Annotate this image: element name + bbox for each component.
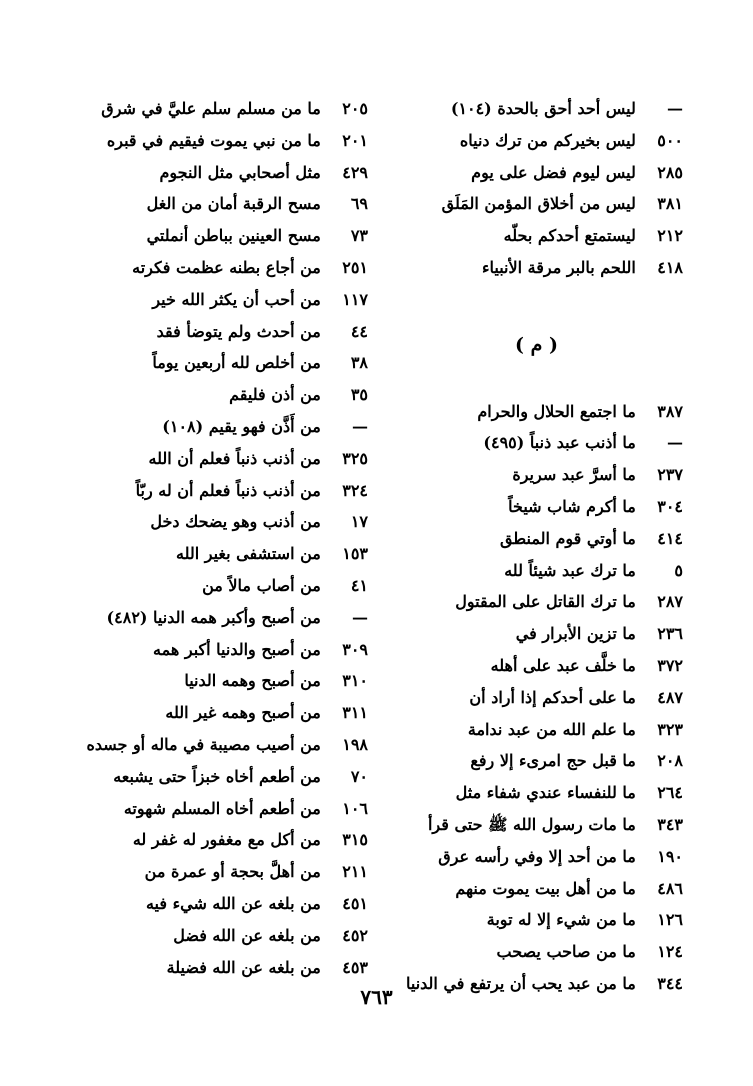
entry-page-number: ١٠٦ xyxy=(342,798,368,818)
entry-text: من أكل مع مغفور له غفر له xyxy=(132,830,321,850)
entry-text: من أطعم أخاه المسلم شهوته xyxy=(123,798,321,818)
index-entry xyxy=(373,841,683,873)
entry-text: من أذنب وهو يضحك دخل xyxy=(150,512,321,532)
index-entry xyxy=(373,157,683,189)
entry-page-number: ٤٨٧ xyxy=(657,687,683,707)
index-entry xyxy=(68,793,368,825)
index-entry xyxy=(68,252,368,284)
index-entry xyxy=(373,809,683,841)
index-entry xyxy=(68,952,368,984)
index-entry xyxy=(68,379,368,411)
entry-page-number: — xyxy=(352,416,368,436)
index-entry xyxy=(373,220,683,252)
index-entry xyxy=(68,316,368,348)
entry-text: من أحدث ولم يتوضأ فقد xyxy=(156,321,321,341)
entry-page-number: ٣٠٤ xyxy=(657,496,683,516)
entry-page-number: ٢١٢ xyxy=(657,226,683,246)
index-entry xyxy=(68,411,368,443)
index-entry xyxy=(68,761,368,793)
entry-page-number: ٣٤٣ xyxy=(657,814,683,834)
index-entry xyxy=(68,347,368,379)
index-entry xyxy=(373,586,683,618)
entry-text: مسح العينين بباطن أنملتي xyxy=(146,226,321,246)
entry-page-number: — xyxy=(667,99,683,118)
entry-text: ما خلَّف عبد على أهله xyxy=(490,655,636,675)
entry-text: ما أكرم شاب شيخاً xyxy=(508,496,636,516)
index-entry xyxy=(373,745,683,777)
entry-text: من أطعم أخاه خبزاً حتى يشبعه xyxy=(113,766,321,786)
index-entry xyxy=(373,618,683,650)
index-entry xyxy=(68,570,368,602)
entry-page-number: ٦٩ xyxy=(350,194,368,214)
index-entry xyxy=(373,873,683,905)
entry-page-number: ٣٨٧ xyxy=(657,401,683,421)
entry-text: من أذنب ذنباً فعلم أن له ربّاً xyxy=(135,480,321,500)
index-entry xyxy=(68,188,368,220)
index-entry xyxy=(68,475,368,507)
index-entry xyxy=(373,936,683,968)
entry-text: ما من أهل بيت يموت منهم xyxy=(455,878,636,898)
entry-text: من أصبح وهمه الدنيا xyxy=(184,671,321,691)
index-entry xyxy=(373,252,683,284)
index-entry xyxy=(373,459,683,491)
entry-page-number: ٣١١ xyxy=(342,703,368,723)
entry-page-number: ٣٢٤ xyxy=(342,480,368,500)
section-lam-entries xyxy=(373,93,683,284)
entry-page-number: ٤٥٢ xyxy=(342,925,368,945)
entry-text: ما أذنب عبد ذنباً (٤٩٥) xyxy=(483,433,636,453)
entry-page-number: ٣٢٥ xyxy=(342,448,368,468)
entry-page-number: ٢٥١ xyxy=(342,257,368,277)
index-entry xyxy=(68,697,368,729)
index-entry xyxy=(373,491,683,523)
index-entry xyxy=(68,125,368,157)
entry-text: من أصبح وهمه غير الله xyxy=(165,703,321,723)
entry-text: ما من نبي يموت فيقيم في قبره xyxy=(106,130,321,150)
entry-page-number: — xyxy=(352,607,368,627)
entry-page-number: ٤١٤ xyxy=(657,528,683,548)
left-column xyxy=(68,93,368,983)
entry-page-number: ٣٥ xyxy=(350,385,368,405)
entry-page-number: ١١٧ xyxy=(342,289,368,309)
entry-page-number: ٤٢٩ xyxy=(342,162,368,182)
entry-page-number: ١٩٨ xyxy=(342,734,368,754)
entry-text: ما ترك القاتل على المقتول xyxy=(455,592,636,612)
entry-text: ما قبل حج امرىء إلا رفع xyxy=(470,751,636,771)
entry-text: ما من أحد إلا وفي رأسه عرق xyxy=(438,846,636,866)
entry-text: ليس ليوم فضل على يوم xyxy=(471,162,636,182)
index-entry xyxy=(373,427,683,459)
index-entry xyxy=(68,920,368,952)
entry-text: ما أوتي قوم المنطق xyxy=(500,528,636,548)
entry-page-number: ٤١ xyxy=(350,575,368,595)
entry-text: ما من صاحب يصحب xyxy=(496,942,636,962)
page-number: ٧٦٣ xyxy=(360,985,393,1009)
entry-text: من أجاع بطنه عظمت فكرته xyxy=(132,257,321,277)
entry-text: من أذن فليقم xyxy=(229,385,321,405)
entry-page-number: ٧٣ xyxy=(350,226,368,246)
index-entry xyxy=(68,443,368,475)
index-entry xyxy=(373,777,683,809)
entry-page-number: ٢٠٥ xyxy=(342,99,368,118)
index-entry xyxy=(68,824,368,856)
entry-page-number: ٤٤ xyxy=(350,321,368,341)
index-entry xyxy=(373,682,683,714)
entry-page-number: ٢٨٥ xyxy=(657,162,683,182)
index-entry xyxy=(68,888,368,920)
index-entry xyxy=(68,93,368,125)
index-entry xyxy=(68,538,368,570)
entry-page-number: ٣١٠ xyxy=(342,671,368,691)
index-entry xyxy=(68,634,368,666)
index-entry xyxy=(373,188,683,220)
entry-page-number: ١٧ xyxy=(350,512,368,532)
entry-page-number: ٢٠١ xyxy=(342,130,368,150)
letter-heading-mim: ( م ) xyxy=(515,333,558,356)
entry-text: مسح الرقبة أمان من الغل xyxy=(146,194,321,214)
index-entry xyxy=(373,714,683,746)
entry-page-number: ٤٥٣ xyxy=(342,957,368,977)
section-mim-entries xyxy=(373,396,683,1000)
index-entry xyxy=(373,396,683,428)
entry-text: ليس من أخلاق المؤمن المَلَق xyxy=(441,194,636,214)
entry-page-number: ٥ xyxy=(674,560,683,580)
spacer xyxy=(373,284,683,316)
entry-text: ما للنفساء عندي شفاء مثل xyxy=(455,783,636,803)
entry-text: ما من مسلم سلم عليَّ في شرق xyxy=(101,99,321,118)
entry-text: من أَذَّن فهو يقيم (١٠٨) xyxy=(162,416,321,436)
index-entry xyxy=(373,125,683,157)
entry-text: من أصاب مالاً من xyxy=(202,575,321,595)
index-entry xyxy=(68,284,368,316)
entry-page-number: ٣١٥ xyxy=(342,830,368,850)
index-entry xyxy=(373,650,683,682)
entry-page-number: ٣٤٤ xyxy=(657,973,683,993)
entry-page-number: ٤٥١ xyxy=(342,893,368,913)
index-entry xyxy=(68,602,368,634)
entry-page-number: ٧٠ xyxy=(350,766,368,786)
entry-page-number: ٤١٨ xyxy=(657,257,683,277)
entry-page-number: ٢٣٦ xyxy=(657,624,683,644)
index-entry xyxy=(373,523,683,555)
entry-text: من أصبح وأكبر همه الدنيا (٤٨٢) xyxy=(106,607,321,627)
entry-text: من أهلَّ بحجة أو عمرة من xyxy=(144,862,321,882)
entry-text: من أصبح والدنيا أكبر همه xyxy=(153,639,321,659)
index-entry xyxy=(68,665,368,697)
entry-page-number: ٢١١ xyxy=(342,862,368,882)
entry-text: ما ترك عبد شيئاً لله xyxy=(504,560,636,580)
entry-page-number: ٣٧٢ xyxy=(657,655,683,675)
entry-page-number: ٣٢٣ xyxy=(657,719,683,739)
entry-text: ما علم الله من عبد ندامة xyxy=(467,719,636,739)
entry-page-number: ١٥٣ xyxy=(342,544,368,564)
right-column xyxy=(373,93,683,1000)
entry-page-number: ٢٣٧ xyxy=(657,465,683,485)
entry-text: من بلغه عن الله فضل xyxy=(173,925,321,945)
entry-text: اللحم بالبر مرقة الأنبياء xyxy=(481,257,636,277)
entry-page-number: ٣٠٩ xyxy=(342,639,368,659)
entry-page-number: ٢٠٨ xyxy=(657,751,683,771)
index-entry xyxy=(373,904,683,936)
entry-text: من أحب أن يكثر الله خير xyxy=(152,289,321,309)
entry-text: من أذنب ذنباً فعلم أن الله xyxy=(148,448,321,468)
entry-text: ليستمتع أحدكم بحلّه xyxy=(503,226,636,246)
spacer xyxy=(373,374,683,396)
entry-text: ليس بخيركم من ترك دنياه xyxy=(459,130,636,150)
entry-text: ما مات رسول الله ﷺ حتى قرأ xyxy=(427,814,636,834)
entry-text: ما على أحدكم إذا أراد أن xyxy=(469,687,636,707)
index-entry xyxy=(373,555,683,587)
entry-text: من بلغه عن الله شيء فيه xyxy=(145,893,321,913)
entry-text: من بلغه عن الله فضيلة xyxy=(166,957,321,977)
index-entry xyxy=(68,856,368,888)
entry-page-number: ٥٠٠ xyxy=(657,130,683,150)
entry-page-number: ٢٨٧ xyxy=(657,592,683,612)
index-entry xyxy=(68,157,368,189)
entry-page-number: ٣٨١ xyxy=(657,194,683,214)
index-entry xyxy=(373,93,683,125)
index-entry xyxy=(68,729,368,761)
entry-page-number: ٢٦٤ xyxy=(657,783,683,803)
entry-page-number: ٤٨٦ xyxy=(657,878,683,898)
entry-text: ليس أحد أحق بالحدة (١٠٤) xyxy=(450,99,636,118)
entry-text: ما من شيء إلا له توبة xyxy=(486,910,636,930)
entry-page-number: ٣٨ xyxy=(350,353,368,373)
entry-text: ما تزين الأبرار في xyxy=(515,624,636,644)
left-column-entries xyxy=(68,93,368,983)
entry-text: مثل أصحابي مثل النجوم xyxy=(159,162,321,182)
entry-page-number: — xyxy=(667,433,683,453)
entry-text: ما اجتمع الحلال والحرام xyxy=(477,401,636,421)
entry-text: من أصيب مصيبة في ماله أو جسده xyxy=(86,734,321,754)
entry-page-number: ١٢٤ xyxy=(657,942,683,962)
entry-text: من استشفى بغير الله xyxy=(175,544,321,564)
entry-text: ما أسرَّ عبد سريرة xyxy=(512,465,636,485)
entry-page-number: ١٢٦ xyxy=(657,910,683,930)
entry-text: من أخلص لله أربعين يوماً xyxy=(152,353,321,373)
index-entry xyxy=(68,220,368,252)
index-entry xyxy=(68,506,368,538)
entry-page-number: ١٩٠ xyxy=(657,846,683,866)
entry-text: ما من عبد يحب أن يرتفع في الدنيا xyxy=(406,973,636,993)
